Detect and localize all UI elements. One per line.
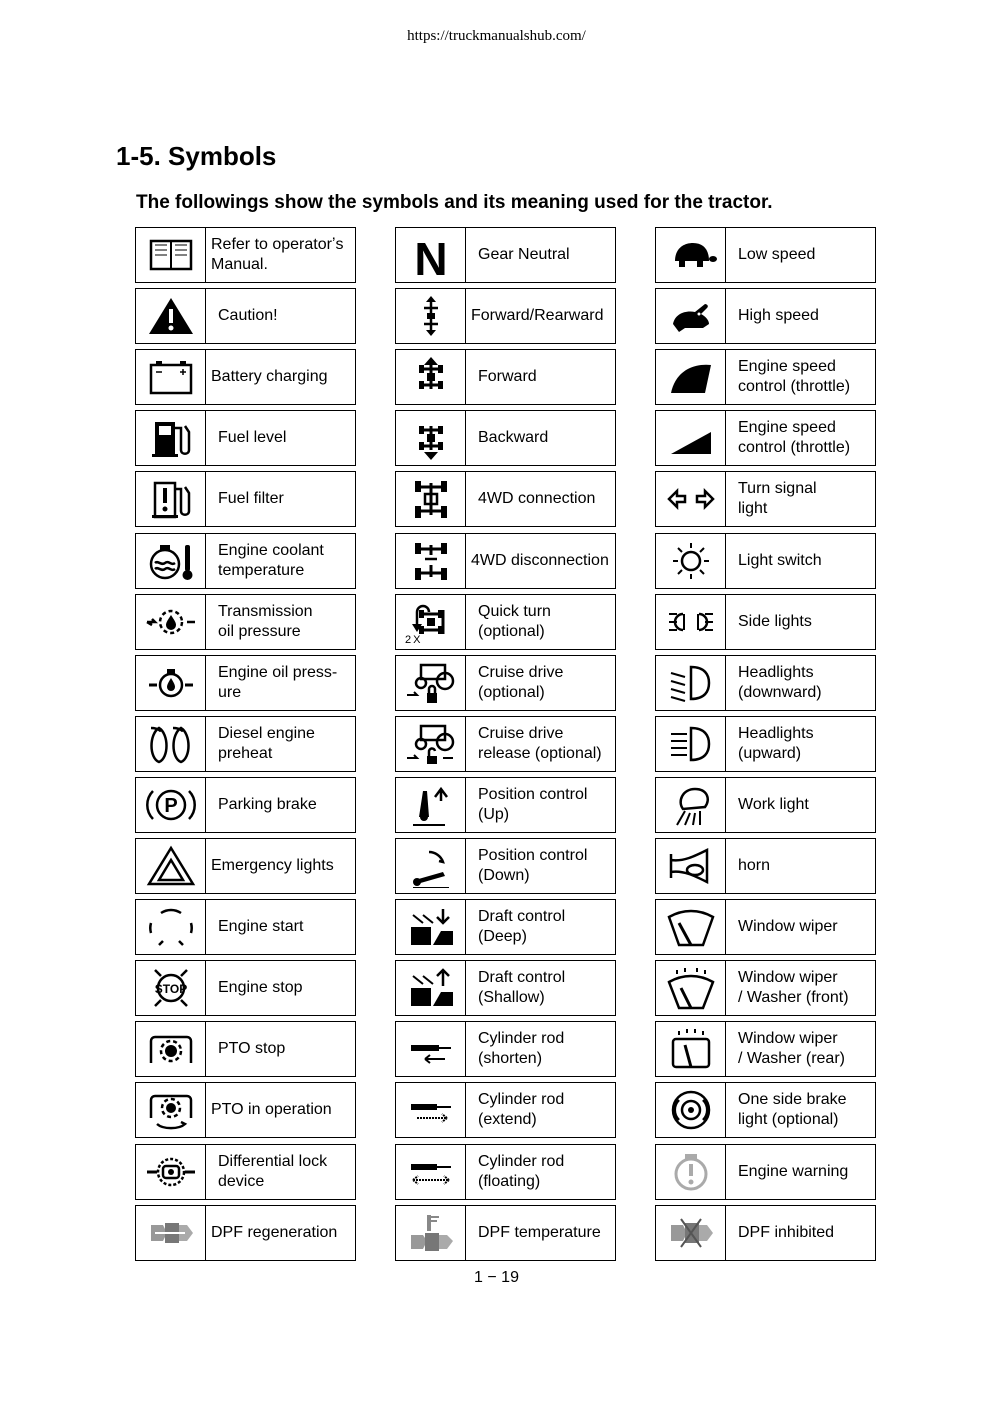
- forward-rearward-icon: [396, 289, 466, 343]
- pto-operation-icon: [136, 1083, 206, 1137]
- page-number: 1 − 19: [474, 1269, 519, 1286]
- symbol-cell: [655, 594, 876, 650]
- symbol-label: Window wiper: [738, 918, 838, 935]
- symbol-label: Window wiper / Washer (rear): [738, 1030, 845, 1067]
- symbol-label: Differential lock device: [218, 1153, 328, 1190]
- symbol-cell: [135, 533, 356, 589]
- symbol-label: 4WD disconnection: [471, 552, 609, 569]
- symbol-cell: [395, 1021, 616, 1077]
- symbol-label: Engine stop: [218, 979, 303, 996]
- symbol-label: Window wiper / Washer (front): [738, 969, 849, 1006]
- pto-stop-icon: [136, 1022, 206, 1076]
- symbol-label: Quick turn (optional): [478, 603, 551, 640]
- symbol-cell: [655, 533, 876, 589]
- backward-icon: [396, 411, 466, 465]
- symbol-label: Cruise drive (optional): [478, 664, 564, 701]
- symbol-label: Position control (Down): [478, 847, 588, 884]
- dpf-temperature-icon: [396, 1206, 466, 1260]
- symbol-cell: [135, 410, 356, 466]
- symbol-cell: [135, 655, 356, 711]
- work-light-icon: [656, 778, 726, 832]
- svg-text:N: N: [413, 233, 448, 277]
- symbol-cell: [395, 716, 616, 772]
- symbol-label: Cylinder rod (extend): [478, 1091, 565, 1128]
- symbol-cell: [135, 1082, 356, 1138]
- light-switch-icon: [656, 534, 726, 588]
- hazard-icon: [136, 839, 206, 893]
- diff-lock-icon: [136, 1145, 206, 1199]
- symbol-label: Engine start: [218, 918, 304, 935]
- dpf-inhibited-icon: [656, 1206, 726, 1260]
- one-side-brake-icon: [656, 1083, 726, 1137]
- source-url[interactable]: https://truckmanualshub.com/: [407, 28, 586, 44]
- symbol-label: 4WD connection: [478, 490, 596, 507]
- draft-shallow-icon: [396, 961, 466, 1015]
- symbol-label: Engine warning: [738, 1163, 849, 1180]
- symbol-label: Emergency lights: [211, 857, 334, 874]
- symbol-label: Turn signal light: [738, 480, 817, 517]
- symbol-cell: [655, 349, 876, 405]
- cruise-drive-icon: [396, 656, 466, 710]
- symbol-cell: [655, 1205, 876, 1261]
- symbol-cell: [135, 227, 356, 283]
- parking-brake-icon: [136, 778, 206, 832]
- section-subtitle: The followings show the symbols and its meaning used for the tractor.: [136, 192, 773, 213]
- symbol-label: DPF temperature: [478, 1224, 601, 1241]
- symbol-label: Light switch: [738, 552, 822, 569]
- coolant-temperature-icon: [136, 534, 206, 588]
- symbol-cell: [395, 1144, 616, 1200]
- symbol-cell: [135, 1144, 356, 1200]
- symbol-cell: [655, 838, 876, 894]
- fuel-pump-icon: [136, 411, 206, 465]
- symbol-label: Forward: [478, 368, 537, 385]
- wiper-washer-front-icon: [656, 961, 726, 1015]
- cylinder-extend-icon: [396, 1083, 466, 1137]
- symbol-cell: [135, 899, 356, 955]
- symbol-cell: [135, 471, 356, 527]
- symbol-cell: [135, 288, 356, 344]
- gear-neutral-icon: [396, 228, 466, 282]
- symbol-cell: [135, 838, 356, 894]
- symbol-cell: [135, 594, 356, 650]
- symbol-label: Headlights (downward): [738, 664, 822, 701]
- symbol-label: Battery charging: [211, 368, 328, 385]
- symbol-cell: [655, 1021, 876, 1077]
- symbol-cell: [395, 1082, 616, 1138]
- symbol-label: Engine coolant temperature: [218, 542, 324, 579]
- turn-signal-icon: [656, 472, 726, 526]
- symbol-cell: [395, 288, 616, 344]
- draft-deep-icon: [396, 900, 466, 954]
- section-title: 1-5. Symbols: [116, 141, 277, 171]
- symbol-label: Forward/Rearward: [471, 307, 604, 324]
- symbol-cell: [135, 777, 356, 833]
- preheat-icon: [136, 717, 206, 771]
- symbol-label: Fuel level: [218, 429, 287, 446]
- icon-caption: 2X: [405, 634, 423, 646]
- symbol-label: Low speed: [738, 246, 816, 263]
- symbol-cell: [395, 227, 616, 283]
- headlight-high-icon: [656, 717, 726, 771]
- symbol-label: PTO in operation: [211, 1101, 332, 1118]
- symbol-label: Work light: [738, 796, 809, 813]
- symbol-cell: [395, 410, 616, 466]
- symbol-cell: [655, 471, 876, 527]
- symbol-cell: [395, 471, 616, 527]
- battery-icon: [136, 350, 206, 404]
- symbol-label: Engine speed control (throttle): [738, 358, 851, 395]
- book-icon: [136, 228, 206, 282]
- transmission-oil-icon: [136, 595, 206, 649]
- symbol-label: Diesel engine preheat: [218, 725, 315, 762]
- quick-turn-icon: [396, 595, 466, 649]
- symbol-cell: [655, 227, 876, 283]
- position-down-icon: [396, 839, 466, 893]
- svg-text:STOP: STOP: [154, 982, 187, 996]
- symbol-cell: [655, 1082, 876, 1138]
- dpf-regeneration-icon: [136, 1206, 206, 1260]
- symbol-cell: [395, 838, 616, 894]
- symbol-label: Caution!: [218, 307, 278, 324]
- symbol-cell: [395, 533, 616, 589]
- symbol-cell: [395, 594, 616, 650]
- rabbit-icon: [656, 289, 726, 343]
- symbol-cell: [655, 716, 876, 772]
- symbol-label: Position control (Up): [478, 786, 588, 823]
- symbol-cell: [655, 777, 876, 833]
- 4wd-connection-icon: [396, 472, 466, 526]
- symbol-cell: [655, 960, 876, 1016]
- wiper-icon: [656, 900, 726, 954]
- symbol-cell: [395, 899, 616, 955]
- symbol-label: DPF regeneration: [211, 1224, 338, 1241]
- side-lights-icon: [656, 595, 726, 649]
- symbol-cell: [655, 1144, 876, 1200]
- symbol-label: Cylinder rod (floating): [478, 1153, 565, 1190]
- symbol-label: Cylinder rod (shorten): [478, 1030, 565, 1067]
- headlight-low-icon: [656, 656, 726, 710]
- symbol-cell: [395, 777, 616, 833]
- symbol-cell: [655, 655, 876, 711]
- symbol-cell: [135, 349, 356, 405]
- symbol-cell: [135, 960, 356, 1016]
- symbol-label: Engine speed control (throttle): [738, 419, 851, 456]
- cruise-release-icon: [396, 717, 466, 771]
- symbol-label: Engine oil press- ure: [218, 664, 338, 701]
- symbol-label: One side brake light (optional): [738, 1091, 847, 1128]
- symbol-label: PTO stop: [218, 1040, 286, 1057]
- symbol-cell: [395, 960, 616, 1016]
- symbol-label: Side lights: [738, 613, 812, 630]
- symbol-label: Backward: [478, 429, 549, 446]
- symbol-label: Cruise drive release (optional): [478, 725, 602, 762]
- symbol-label: Refer to operatorʼs Manual.: [211, 236, 344, 273]
- cylinder-floating-icon: [396, 1145, 466, 1199]
- symbol-cell: [135, 1021, 356, 1077]
- symbol-cell: [395, 1205, 616, 1261]
- symbol-label: Gear Neutral: [478, 246, 570, 263]
- engine-start-icon: [136, 900, 206, 954]
- symbol-cell: [135, 1205, 356, 1261]
- 4wd-disconnection-icon: [396, 534, 466, 588]
- engine-oil-icon: [136, 656, 206, 710]
- symbol-label: Transmission oil pressure: [218, 603, 313, 640]
- symbol-cell: [655, 899, 876, 955]
- symbol-label: DPF inhibited: [738, 1224, 835, 1241]
- symbol-cell: [135, 716, 356, 772]
- fuel-filter-icon: [136, 472, 206, 526]
- cylinder-shorten-icon: [396, 1022, 466, 1076]
- symbol-label: Fuel filter: [218, 490, 284, 507]
- symbol-label: High speed: [738, 307, 819, 324]
- symbol-label: Parking brake: [218, 796, 317, 813]
- symbol-cell: [395, 349, 616, 405]
- position-up-icon: [396, 778, 466, 832]
- throttle-wedge-icon: [656, 411, 726, 465]
- symbol-label: Headlights (upward): [738, 725, 814, 762]
- wiper-washer-rear-icon: [656, 1022, 726, 1076]
- symbol-cell: [655, 410, 876, 466]
- svg-text:P: P: [163, 795, 178, 817]
- symbol-label: Draft control (Deep): [478, 908, 566, 945]
- throttle-curve-icon: [656, 350, 726, 404]
- symbol-cell: [395, 655, 616, 711]
- symbol-label: horn: [738, 857, 771, 874]
- turtle-icon: [656, 228, 726, 282]
- symbol-cell: [655, 288, 876, 344]
- symbol-label: Draft control (Shallow): [478, 969, 566, 1006]
- forward-icon: [396, 350, 466, 404]
- horn-icon: [656, 839, 726, 893]
- engine-warning-icon: [656, 1145, 726, 1199]
- caution-triangle-icon: [136, 289, 206, 343]
- engine-stop-icon: [136, 961, 206, 1015]
